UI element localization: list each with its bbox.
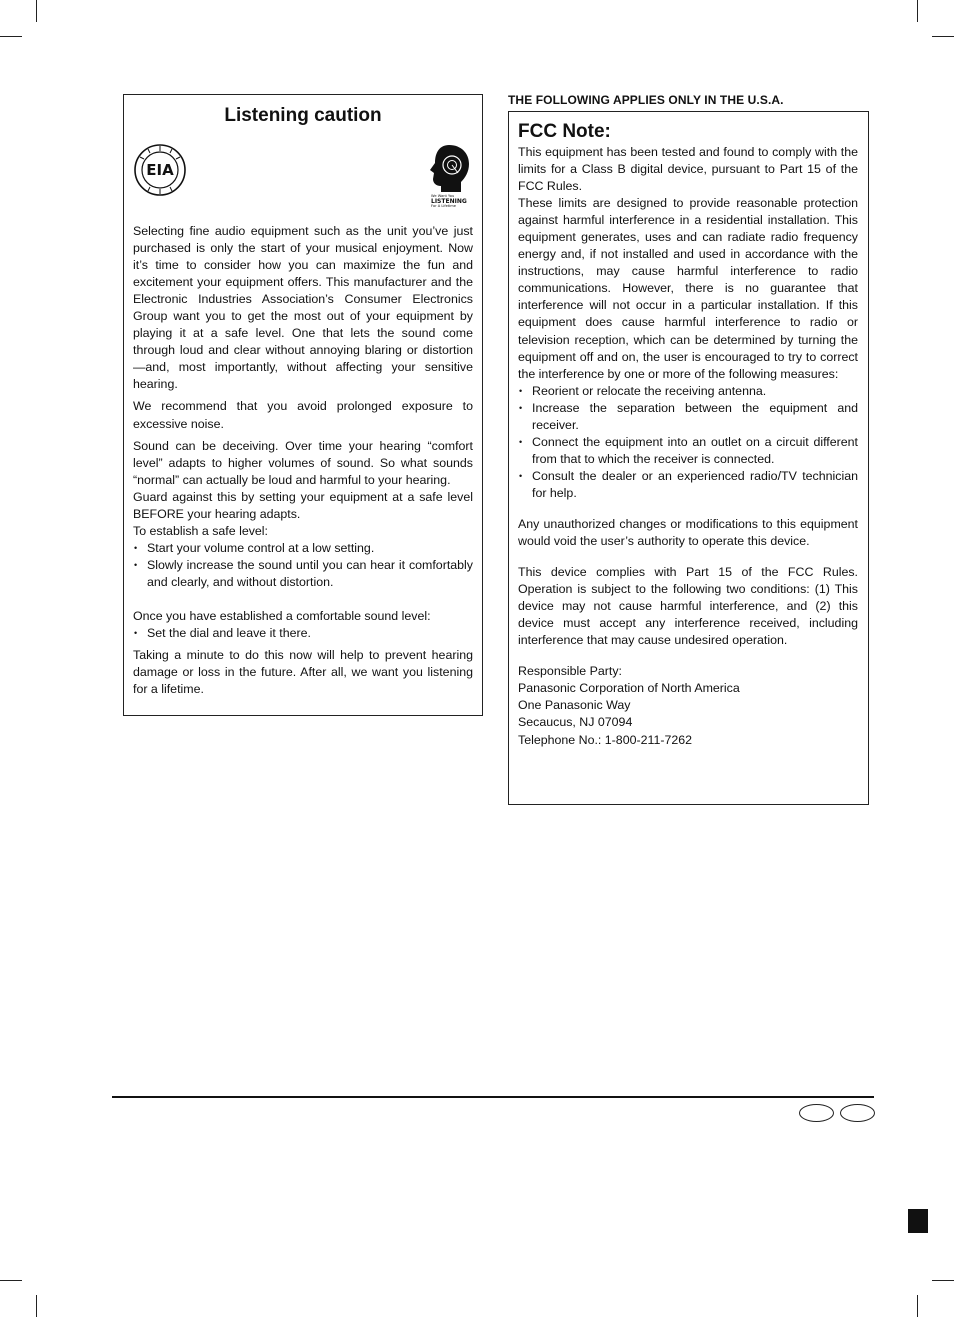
fcc-note-box — [508, 111, 869, 805]
section-tab-mark — [908, 1209, 928, 1233]
fcc-measures-list — [518, 383, 858, 502]
footer-rule — [112, 1096, 874, 1098]
fcc-paragraph-3: Any unauthorized changes or modifications to this equipment would void the user’s authority to operate this device. — [518, 516, 858, 549]
establish-steps-list — [133, 540, 473, 591]
page-oval-right — [840, 1104, 875, 1122]
list-item: • Slowly increase the sound until you can hear it comfortably and clearly, and without distortion. — [133, 557, 473, 591]
crop-mark-bottom-right-v — [917, 1295, 918, 1317]
fcc-paragraph-2: These limits are designed to provide reasonable protection against harmful interference in a residential installation. This equipment generates, uses and can radiate radio frequency energy and, if not installed and used in accordance with the instructions, may cause harmful interference to radio communications. However, there is no guarantee that interference will not occur in a particular installation. If this equipment does cause harmful interference to radio or television reception, which can be determined by turning the equipment off and on, the user is encouraged to try to correct the interference by one or more of the following measures: — [518, 196, 858, 381]
crop-mark-top-right-v — [917, 0, 918, 22]
svg-text:LISTENING: LISTENING — [431, 198, 467, 205]
caution-closing: Taking a minute to do this now will help to prevent hearing damage or loss in the future. After all, we want you listening for a lifetime. — [133, 648, 473, 697]
caution-guard: Guard against this by setting your equipment at a safe level BEFORE your hearing adapts. — [133, 489, 473, 521]
responsible-party-label: Responsible Party: — [518, 664, 622, 679]
eia-logo-icon — [134, 144, 186, 196]
list-item: • Connect the equipment into an outlet on a circuit different from that to which the receiver is connected. — [518, 434, 858, 468]
crop-mark-top-left-v — [36, 0, 37, 22]
crop-mark-top-right-h — [932, 36, 954, 37]
crop-mark-bottom-left-h — [0, 1280, 22, 1281]
caution-logos — [133, 126, 473, 218]
responsible-party-street: One Panasonic Way — [518, 698, 631, 713]
crop-mark-top-left-h — [0, 36, 22, 37]
responsible-party-block — [518, 663, 858, 748]
crop-mark-bottom-left-v — [36, 1295, 37, 1317]
once-steps-list — [133, 625, 473, 642]
list-item: • Set the dial and leave it there. — [133, 625, 473, 642]
list-item: • Increase the separation between the equipment and receiver. — [518, 400, 858, 434]
responsible-party-phone: Telephone No.: 1-800-211-7262 — [518, 732, 693, 747]
fcc-note-title: FCC Note: — [518, 121, 611, 142]
svg-text:For A Lifetime: For A Lifetime — [431, 204, 456, 208]
responsible-party-city: Secaucus, NJ 07094 — [518, 715, 633, 730]
list-item: • Consult the dealer or an experienced radio/TV technician for help. — [518, 468, 858, 502]
list-item: • Start your volume control at a low setting. — [133, 540, 473, 557]
caution-once-label: Once you have established a comfortable sound level: — [133, 608, 431, 623]
fcc-paragraph-1: This equipment has been tested and found to comply with the limits for a Class B digital device, pursuant to Part 15 of the FCC Rules. — [518, 145, 858, 194]
responsible-party-company: Panasonic Corporation of North America — [518, 681, 740, 696]
caution-recommend: We recommend that you avoid prolonged exposure to excessive noise. — [133, 399, 473, 431]
list-item: • Reorient or relocate the receiving antenna. — [518, 383, 858, 400]
svg-text:We Want You: We Want You — [431, 194, 455, 198]
we-want-you-listening-logo-icon — [427, 142, 473, 208]
crop-mark-bottom-right-h — [932, 1280, 954, 1281]
caution-intro: Selecting fine audio equipment such as the unit you’ve just purchased is only the start of your musical enjoyment. Now it’s time to consider how you can maximize the fun and excitement your equipment offers. This manufacturer and the Electronic Industries Association’s Consumer Electronics Group want you to get the most out of your equipment by playing it at a safe level. One that lets the sound come through loud and clear without annoying blaring or distortion—and, most importantly, without affecting your sensitive hearing. — [133, 224, 473, 392]
fcc-paragraph-4: This device complies with Part 15 of the FCC Rules. Operation is subject to the following two conditions: (1) This device may not cause harmful interference, and (2) this device must accept any interference received, including interference that may cause undesired operation. — [518, 565, 858, 648]
listening-caution-box — [123, 94, 483, 716]
usa-only-heading: THE FOLLOWING APPLIES ONLY IN THE U.S.A. — [508, 93, 784, 107]
caution-establish-label: To establish a safe level: — [133, 523, 268, 538]
listening-caution-title: Listening caution — [224, 105, 382, 126]
caution-deceiving: Sound can be deceiving. Over time your hearing “comfort level” adapts to higher volumes of sound. So what sounds “normal” can actually be loud and harmful to your hearing. — [133, 438, 473, 487]
eia-logo-text: EIA — [146, 161, 174, 179]
page-oval-left — [799, 1104, 834, 1122]
